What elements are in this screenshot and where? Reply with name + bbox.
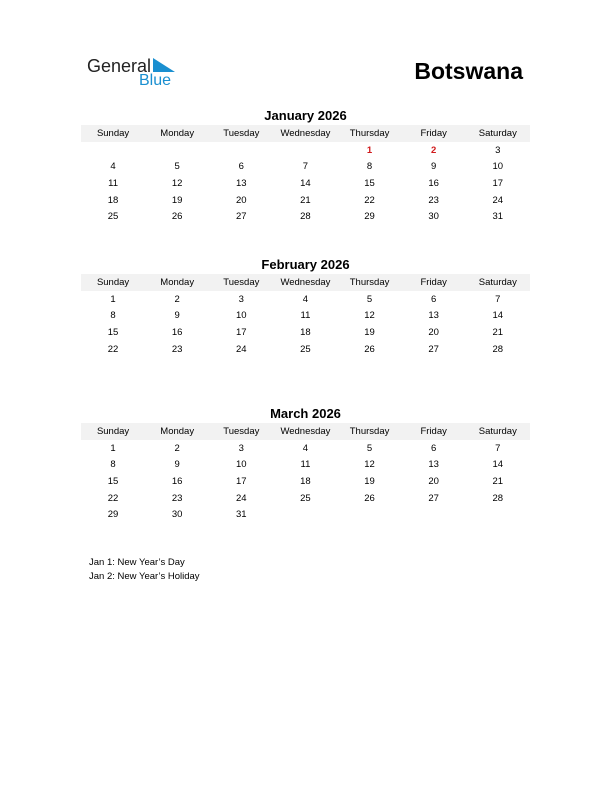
week-row bbox=[81, 490, 530, 507]
day-cell: 15 bbox=[107, 326, 119, 338]
day-cell: 2 bbox=[174, 293, 180, 305]
weekday-label: Thursday bbox=[349, 426, 390, 437]
day-cell: 28 bbox=[300, 211, 311, 223]
day-cell: 29 bbox=[364, 211, 375, 223]
week-row bbox=[81, 192, 530, 209]
day-cell: 19 bbox=[171, 194, 183, 206]
day-cell: 23 bbox=[171, 343, 183, 355]
day-cell: 30 bbox=[171, 509, 183, 521]
day-cell: 20 bbox=[428, 326, 439, 338]
day-cell: 26 bbox=[171, 211, 183, 223]
day-cell: 3 bbox=[238, 442, 244, 454]
day-cell: 25 bbox=[107, 211, 119, 223]
day-cell: 31 bbox=[492, 211, 504, 223]
day-cell: 30 bbox=[428, 211, 439, 223]
day-cell: 20 bbox=[428, 475, 439, 487]
weekday-label: Sunday bbox=[96, 426, 130, 437]
holiday-day-cell: 1 bbox=[366, 144, 373, 156]
day-cell: 14 bbox=[492, 310, 504, 322]
day-cell: 1 bbox=[110, 293, 116, 305]
weekday-label: Monday bbox=[160, 277, 195, 288]
day-cell: 16 bbox=[171, 326, 183, 338]
generalblue-logo bbox=[87, 56, 187, 92]
day-cell: 4 bbox=[302, 293, 309, 305]
day-cell: 24 bbox=[236, 343, 247, 355]
day-cell: 27 bbox=[428, 343, 439, 355]
holiday-note: Jan 1: New Year’s Day bbox=[89, 557, 185, 568]
holiday-note: Jan 2: New Year’s Holiday bbox=[89, 571, 200, 582]
day-cell: 18 bbox=[107, 194, 119, 206]
week-row bbox=[81, 506, 530, 523]
week-row bbox=[81, 159, 530, 176]
day-cell: 7 bbox=[495, 293, 501, 305]
weekday-label: Saturday bbox=[478, 426, 517, 437]
weekday-label: Thursday bbox=[349, 277, 390, 288]
week-row bbox=[81, 142, 530, 159]
day-cell: 24 bbox=[236, 492, 247, 504]
day-cell: 9 bbox=[174, 310, 180, 322]
day-cell: 20 bbox=[236, 194, 247, 206]
day-cell: 11 bbox=[300, 459, 311, 471]
weekday-label: Wednesday bbox=[280, 128, 331, 139]
day-cell: 7 bbox=[495, 442, 501, 454]
day-cell: 17 bbox=[236, 326, 247, 338]
day-cell: 6 bbox=[431, 293, 437, 305]
logo-blue-text: Blue bbox=[139, 72, 172, 89]
month-title: January 2026 bbox=[264, 108, 347, 123]
day-cell: 21 bbox=[300, 194, 311, 206]
week-row bbox=[81, 308, 530, 325]
month-title: February 2026 bbox=[261, 257, 350, 272]
weekday-label: Saturday bbox=[478, 128, 517, 139]
weekday-label: Monday bbox=[160, 128, 195, 139]
day-cell: 6 bbox=[431, 442, 437, 454]
day-cell: 17 bbox=[236, 475, 247, 487]
weekday-label: Friday bbox=[420, 277, 447, 288]
logo-triangle-icon bbox=[153, 58, 175, 72]
day-cell: 9 bbox=[431, 161, 437, 173]
day-cell: 16 bbox=[171, 475, 183, 487]
day-cell: 13 bbox=[428, 459, 439, 471]
month-calendar bbox=[81, 405, 530, 523]
weekday-label: Wednesday bbox=[280, 277, 331, 288]
day-cell: 12 bbox=[364, 310, 375, 322]
day-cell: 5 bbox=[366, 442, 373, 454]
week-row bbox=[81, 457, 530, 474]
day-cell: 14 bbox=[492, 459, 504, 471]
week-row bbox=[81, 440, 530, 457]
day-cell: 19 bbox=[364, 326, 375, 338]
weekday-label: Friday bbox=[420, 426, 447, 437]
day-cell: 6 bbox=[238, 161, 244, 173]
day-cell: 24 bbox=[492, 194, 504, 206]
day-cell: 12 bbox=[364, 459, 375, 471]
day-cell: 15 bbox=[364, 177, 375, 189]
weekday-label: Tuesday bbox=[223, 128, 260, 139]
weekday-label: Tuesday bbox=[223, 426, 260, 437]
day-cell: 25 bbox=[300, 343, 311, 355]
month-calendar bbox=[81, 256, 530, 357]
day-cell: 3 bbox=[495, 144, 501, 156]
day-cell: 9 bbox=[174, 459, 180, 471]
weekday-label: Tuesday bbox=[223, 277, 260, 288]
day-cell: 22 bbox=[107, 343, 119, 355]
day-cell: 23 bbox=[171, 492, 183, 504]
day-cell: 25 bbox=[300, 492, 311, 504]
day-cell: 7 bbox=[302, 161, 309, 173]
day-cell: 21 bbox=[492, 326, 504, 338]
day-cell: 5 bbox=[366, 293, 373, 305]
day-cell: 17 bbox=[492, 177, 504, 189]
day-cell: 18 bbox=[300, 326, 311, 338]
day-cell: 8 bbox=[110, 459, 116, 471]
day-cell: 26 bbox=[364, 492, 375, 504]
day-cell: 15 bbox=[107, 475, 119, 487]
day-cell: 2 bbox=[174, 442, 180, 454]
weekday-label: Thursday bbox=[349, 128, 390, 139]
day-cell: 4 bbox=[302, 442, 309, 454]
month-title: March 2026 bbox=[270, 406, 341, 421]
day-cell: 28 bbox=[492, 343, 504, 355]
weekday-label: Friday bbox=[420, 128, 447, 139]
day-cell: 23 bbox=[428, 194, 439, 206]
day-cell: 27 bbox=[428, 492, 439, 504]
day-cell: 29 bbox=[107, 509, 119, 521]
weekday-label: Sunday bbox=[96, 277, 130, 288]
week-row bbox=[81, 341, 530, 358]
day-cell: 8 bbox=[366, 161, 373, 173]
day-cell: 11 bbox=[108, 177, 118, 189]
logo-general-text: General bbox=[87, 56, 152, 76]
holiday-notes bbox=[89, 556, 200, 584]
day-cell: 10 bbox=[492, 161, 504, 173]
day-cell: 22 bbox=[107, 492, 119, 504]
day-cell: 14 bbox=[300, 177, 311, 189]
day-cell: 31 bbox=[236, 509, 247, 521]
day-cell: 12 bbox=[171, 177, 183, 189]
week-row bbox=[81, 208, 530, 225]
day-cell: 8 bbox=[110, 310, 116, 322]
day-cell: 28 bbox=[492, 492, 504, 504]
day-cell: 1 bbox=[110, 442, 116, 454]
day-cell: 13 bbox=[236, 177, 247, 189]
day-cell: 18 bbox=[300, 475, 311, 487]
day-cell: 27 bbox=[236, 211, 247, 223]
day-cell: 5 bbox=[174, 161, 180, 173]
week-row bbox=[81, 324, 530, 341]
day-cell: 13 bbox=[428, 310, 439, 322]
weekday-label: Saturday bbox=[478, 277, 517, 288]
weekday-label: Wednesday bbox=[280, 426, 331, 437]
weekday-label: Monday bbox=[160, 426, 195, 437]
day-cell: 21 bbox=[492, 475, 504, 487]
day-cell: 3 bbox=[238, 293, 244, 305]
day-cell: 11 bbox=[300, 310, 311, 322]
week-row bbox=[81, 175, 530, 192]
day-cell: 10 bbox=[236, 310, 247, 322]
day-cell: 26 bbox=[364, 343, 375, 355]
weekday-header-row bbox=[81, 423, 530, 440]
day-cell: 22 bbox=[364, 194, 375, 206]
weekday-header-row bbox=[81, 274, 530, 291]
country-title: Botswana bbox=[414, 58, 523, 84]
week-row bbox=[81, 291, 530, 308]
weekday-header-row bbox=[81, 125, 530, 142]
month-calendar bbox=[81, 107, 530, 225]
week-row bbox=[81, 473, 530, 490]
day-cell: 10 bbox=[236, 459, 247, 471]
weekday-label: Sunday bbox=[96, 128, 130, 139]
holiday-day-cell: 2 bbox=[431, 144, 437, 156]
day-cell: 4 bbox=[110, 161, 116, 173]
day-cell: 19 bbox=[364, 475, 375, 487]
day-cell: 16 bbox=[428, 177, 439, 189]
